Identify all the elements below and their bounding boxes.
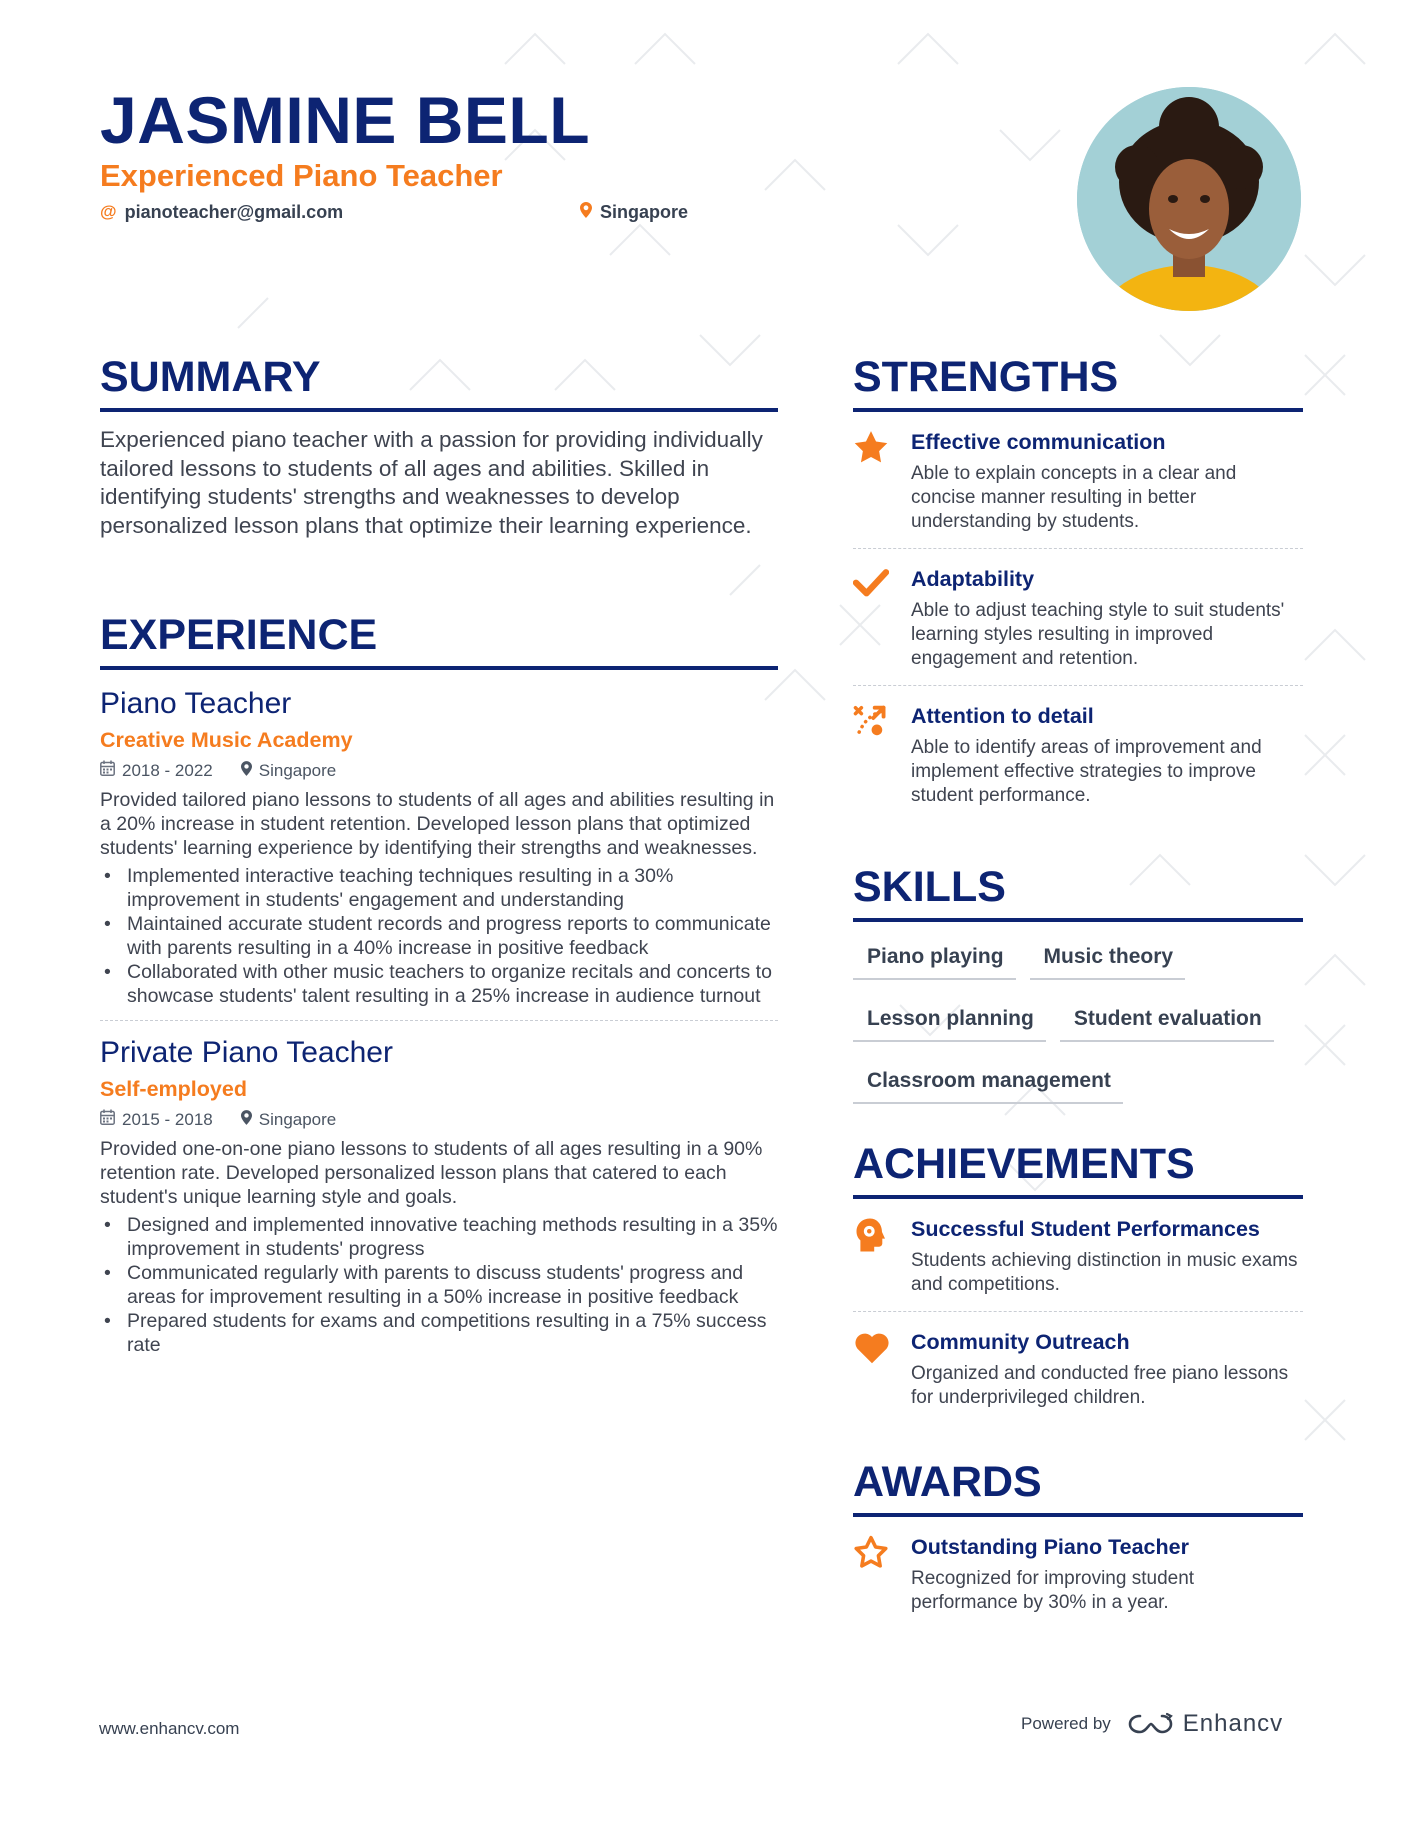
- skill-tag: Music theory: [1030, 936, 1186, 980]
- enhancv-logo: [1127, 1710, 1283, 1738]
- strength-item: [853, 565, 1303, 671]
- job-location-text: Singapore: [258, 1110, 337, 1129]
- job-bullet: • Collaborated with other music teachers to organize recitals and concerts to showcase students' talent resulting in a 25% increase in audience turnout: [100, 960, 778, 1008]
- award-title: Outstanding Piano Teacher: [911, 1535, 1189, 1559]
- at-icon: @: [100, 202, 117, 221]
- strengths-heading: STRENGTHS: [853, 352, 1303, 412]
- strategy-arrow-icon: [853, 702, 911, 808]
- job-entry: [100, 1035, 778, 1357]
- email-text: pianoteacher@gmail.com: [124, 202, 344, 222]
- location-pin-icon: [241, 1109, 252, 1131]
- strengths-section: [853, 352, 1303, 808]
- job-bullets: [100, 1213, 778, 1357]
- experience-heading: EXPERIENCE: [100, 610, 778, 670]
- skills-section: [853, 862, 1303, 1104]
- achievement-item: [853, 1215, 1303, 1297]
- achievements-section: [853, 1139, 1303, 1410]
- awards-heading: AWARDS: [853, 1457, 1303, 1517]
- job-bullet: • Maintained accurate student records and progress reports to communicate with parents resulting in a 40% increase in positive feedback: [100, 912, 778, 960]
- head-brain-icon: [853, 1215, 911, 1297]
- achievement-title: Successful Student Performances: [911, 1217, 1260, 1241]
- website-link[interactable]: www.enhancv.com: [99, 1719, 240, 1738]
- award-text: Recognized for improving student performance by 30% in a year.: [911, 1568, 1195, 1613]
- job-meta: [100, 760, 778, 782]
- job-title: Piano Teacher: [100, 687, 292, 720]
- skill-tag: Classroom management: [853, 1060, 1123, 1104]
- experience-section: [100, 610, 778, 1357]
- job-title: Private Piano Teacher: [100, 1036, 393, 1069]
- job-bullet: • Designed and implemented innovative teaching methods resulting in a 35% improvement in students' progress: [100, 1213, 778, 1261]
- powered-by-label: Powered by: [1021, 1714, 1111, 1733]
- achievement-title: Community Outreach: [911, 1330, 1130, 1354]
- job-description: Provided one-on-one piano lessons to students of all ages resulting in a 90% retention rate. Developed personalized lesson plans that catered to each student's unique learning style and goals.: [100, 1138, 763, 1208]
- strength-item: [853, 702, 1303, 808]
- strength-title: Attention to detail: [911, 704, 1094, 728]
- calendar-icon: [100, 760, 115, 782]
- job-dates: [100, 760, 213, 782]
- strength-text: Able to explain concepts in a clear and concise manner resulting in better understanding by students.: [911, 463, 1237, 532]
- strength-title: Effective communication: [911, 430, 1166, 454]
- profile-photo: [1077, 87, 1301, 311]
- item-divider: [853, 685, 1303, 686]
- skill-tag: Piano playing: [853, 936, 1016, 980]
- job-location-text: Singapore: [258, 761, 337, 780]
- summary-text: Experienced piano teacher with a passion for providing individually tailored lessons to students of all ages and abilities. Skilled in identifying students' strengths and weaknesses to develop personalized lesson plans that optimize their learning experience.: [100, 427, 763, 538]
- achievement-item: [853, 1328, 1303, 1410]
- skills-list: [853, 936, 1303, 1104]
- achievement-text: Organized and conducted free piano lessons for underprivileged children.: [911, 1363, 1289, 1408]
- job-dates: [100, 1109, 213, 1131]
- location-pin-icon: [241, 760, 252, 782]
- location-contact: [580, 200, 688, 224]
- job-description: Provided tailored piano lessons to students of all ages and abilities resulting in a 20% increase in student retention. Developed lesson plans that optimized students' learning experience by identifying their strengths and weaknesses.: [100, 789, 775, 859]
- strength-text: Able to adjust teaching style to suit students' learning styles resulting in improved engagement and retention.: [911, 600, 1285, 669]
- infinity-logo-icon: [1127, 1712, 1175, 1736]
- candidate-title: Experienced Piano Teacher: [100, 158, 503, 193]
- company-name: Creative Music Academy: [100, 728, 353, 752]
- strength-title: Adaptability: [911, 567, 1035, 591]
- job-entry: [100, 686, 778, 1008]
- item-divider: [853, 548, 1303, 549]
- item-divider: [853, 1311, 1303, 1312]
- skills-heading: SKILLS: [853, 862, 1303, 922]
- summary-section: [100, 352, 778, 540]
- job-location: [241, 760, 337, 782]
- job-meta: [100, 1109, 778, 1131]
- skill-tag: Student evaluation: [1060, 998, 1274, 1042]
- checkmark-icon: [853, 565, 911, 671]
- job-bullet: • Prepared students for exams and competitions resulting in a 75% success rate: [100, 1309, 778, 1357]
- calendar-icon: [100, 1109, 115, 1131]
- location-text: Singapore: [600, 202, 689, 222]
- location-pin-icon: [580, 200, 592, 224]
- star-icon: [853, 428, 911, 534]
- job-location: [241, 1109, 337, 1131]
- strength-item: [853, 428, 1303, 534]
- skill-tag: Lesson planning: [853, 998, 1046, 1042]
- job-dates-text: 2015 - 2018: [122, 1110, 213, 1129]
- achievements-heading: ACHIEVEMENTS: [853, 1139, 1303, 1199]
- company-name: Self-employed: [100, 1077, 247, 1101]
- job-bullet: • Implemented interactive teaching techniques resulting in a 30% improvement in students' engagement and understanding: [100, 864, 778, 912]
- achievement-text: Students achieving distinction in music exams and competitions.: [911, 1250, 1298, 1295]
- brand-name: Enhancv: [1182, 1710, 1284, 1737]
- strength-text: Able to identify areas of improvement and implement effective strategies to improve student performance.: [911, 737, 1262, 806]
- email-contact[interactable]: [100, 200, 343, 224]
- job-bullet: • Communicated regularly with parents to discuss students' progress and areas for improvement resulting in a 50% increase in positive feedback: [100, 1261, 778, 1309]
- job-dates-text: 2018 - 2022: [122, 761, 213, 780]
- job-divider: [100, 1020, 778, 1021]
- star-outline-icon: [853, 1533, 911, 1615]
- job-bullets: [100, 864, 778, 1008]
- candidate-name: JASMINE BELL: [100, 83, 591, 157]
- powered-by[interactable]: [1021, 1710, 1283, 1738]
- awards-section: [853, 1457, 1303, 1615]
- summary-heading: SUMMARY: [100, 352, 778, 412]
- heart-icon: [853, 1328, 911, 1410]
- award-item: [853, 1533, 1303, 1615]
